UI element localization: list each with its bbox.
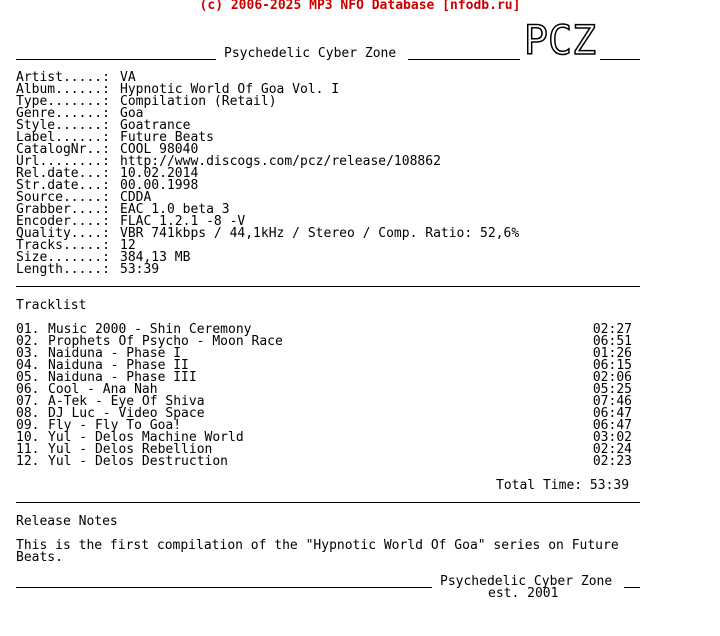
- copyright-banner: (c) 2006-2025 MP3 NFO Database [nfodb.ru]: [199, 0, 521, 13]
- info-value: 53:39: [120, 262, 160, 277]
- divider-1: [16, 286, 640, 287]
- track-title: Yul - Delos Rebellion: [48, 442, 213, 457]
- track-duration: 06:47: [592, 418, 632, 433]
- info-value: 12: [120, 238, 136, 253]
- track-duration: 03:02: [592, 430, 632, 445]
- tracklist-heading: Tracklist: [16, 298, 87, 313]
- track-number: 09.: [16, 418, 40, 433]
- info-label: Encoder....:: [16, 214, 110, 229]
- info-label: Grabber....:: [16, 202, 110, 217]
- track-number: 03.: [16, 346, 40, 361]
- footer-rule-right: [624, 587, 640, 588]
- info-label: Style......:: [16, 118, 110, 133]
- info-value: EAC 1.0 beta 3: [120, 202, 230, 217]
- track-duration: 02:27: [592, 322, 632, 337]
- track-title: Cool - Ana Nah: [48, 382, 158, 397]
- footer-title: Psychedelic Cyber Zone: [440, 574, 613, 589]
- info-label: Quality....:: [16, 226, 110, 241]
- info-label: Tracks.....:: [16, 238, 110, 253]
- track-title: Naiduna - Phase III: [48, 370, 197, 385]
- release-notes-line-2: Beats.: [16, 550, 63, 565]
- info-value: 00.00.1998: [120, 178, 199, 193]
- track-duration: 06:51: [592, 334, 632, 349]
- info-label: Artist.....:: [16, 70, 110, 85]
- info-value: Hypnotic World Of Goa Vol. I: [120, 82, 340, 97]
- info-label: Rel.date...:: [16, 166, 110, 181]
- track-number: 06.: [16, 382, 40, 397]
- info-value: COOL 98040: [120, 142, 199, 157]
- track-duration: 02:06: [592, 370, 632, 385]
- info-label: Source.....:: [16, 190, 110, 205]
- track-number: 11.: [16, 442, 40, 457]
- info-label: Str.date...:: [16, 178, 110, 193]
- info-value: Goa: [120, 106, 144, 121]
- info-label: CatalogNr..:: [16, 142, 110, 157]
- pcz-logo-text: PCZ: [523, 18, 597, 64]
- track-title: Prophets Of Psycho - Moon Race: [48, 334, 283, 349]
- info-value: FLAC 1.2.1 -8 -V: [120, 214, 246, 229]
- track-duration: 01:26: [592, 346, 632, 361]
- track-number: 12.: [16, 454, 40, 469]
- release-notes-heading: Release Notes: [16, 514, 118, 529]
- info-value: Compilation (Retail): [120, 94, 277, 109]
- track-number: 04.: [16, 358, 40, 373]
- info-value: CDDA: [120, 190, 152, 205]
- track-duration: 02:23: [592, 454, 632, 469]
- track-duration: 07:46: [592, 394, 632, 409]
- header-rule-right: [600, 59, 640, 60]
- total-time: Total Time: 53:39: [496, 478, 630, 493]
- track-title: A-Tek - Eye Of Shiva: [48, 394, 205, 409]
- info-value: 10.02.2014: [120, 166, 199, 181]
- track-row: [16, 456, 640, 468]
- pcz-logo-icon: [520, 16, 600, 64]
- track-number: 01.: [16, 322, 40, 337]
- info-label: Size.......:: [16, 250, 110, 265]
- release-notes-line-1: This is the first compilation of the "Hypnotic World Of Goa" series on Future: [16, 538, 619, 553]
- track-duration: 05:25: [592, 382, 632, 397]
- info-value: VA: [120, 70, 136, 85]
- info-label: Album......:: [16, 82, 110, 97]
- header-rule-middle: [408, 59, 520, 60]
- track-title: Naiduna - Phase I: [48, 346, 182, 361]
- info-value: VBR 741kbps / 44,1kHz / Stereo / Comp. Ratio: 52,6%: [120, 226, 520, 241]
- info-row: [16, 264, 640, 276]
- track-title: Yul - Delos Destruction: [48, 454, 229, 469]
- track-title: Yul - Delos Machine World: [48, 430, 244, 445]
- track-duration: 06:47: [592, 406, 632, 421]
- info-value: 384,13 MB: [120, 250, 191, 265]
- header-title: Psychedelic Cyber Zone: [224, 46, 397, 61]
- track-title: Naiduna - Phase II: [48, 358, 189, 373]
- divider-2: [16, 502, 640, 503]
- track-title: Fly - Fly To Goa!: [48, 418, 182, 433]
- track-number: 08.: [16, 406, 40, 421]
- footer-rule-left: [16, 587, 432, 588]
- track-number: 02.: [16, 334, 40, 349]
- track-title: DJ Luc - Video Space: [48, 406, 205, 421]
- track-title: Music 2000 - Shin Ceremony: [48, 322, 252, 337]
- info-label: Label......:: [16, 130, 110, 145]
- track-duration: 06:15: [592, 358, 632, 373]
- info-value: http://www.discogs.com/pcz/release/108862: [120, 154, 441, 169]
- track-duration: 02:24: [592, 442, 632, 457]
- info-value: Future Beats: [120, 130, 214, 145]
- footer-established: est. 2001: [488, 586, 559, 601]
- info-label: Url........:: [16, 154, 110, 169]
- info-label: Type.......:: [16, 94, 110, 109]
- track-number: 05.: [16, 370, 40, 385]
- track-number: 07.: [16, 394, 40, 409]
- header-rule-left: [16, 59, 216, 60]
- info-label: Length.....:: [16, 262, 110, 277]
- info-label: Genre......:: [16, 106, 110, 121]
- track-number: 10.: [16, 430, 40, 445]
- info-value: Goatrance: [120, 118, 191, 133]
